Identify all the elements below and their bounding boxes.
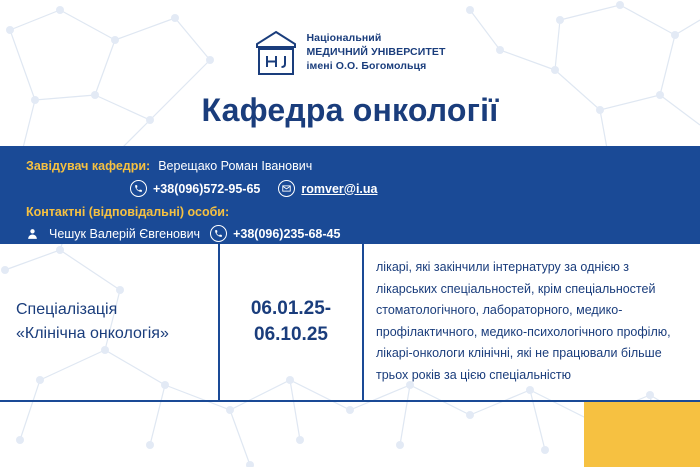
head-of-department-row [0, 146, 700, 173]
head-label: Завідувач кафедри: [26, 159, 151, 173]
decorative-yellow-block [584, 401, 700, 467]
date-end: 06.10.25 [254, 323, 328, 345]
poster-header [0, 0, 700, 146]
person-icon [26, 227, 39, 241]
description-cell [364, 242, 700, 401]
responsible-phone[interactable] [210, 225, 340, 242]
university-name [306, 32, 445, 74]
head-name: Верещако Роман Іванович [158, 159, 313, 173]
head-email[interactable] [278, 180, 377, 197]
table-top-divider [0, 242, 700, 244]
date-start: 06.01.25- [250, 297, 332, 319]
page-title: Кафедра онкології [201, 92, 499, 128]
head-phone[interactable] [130, 180, 260, 197]
dates-cell [218, 242, 364, 401]
specialization-text [16, 298, 169, 346]
university-emblem-icon [254, 30, 298, 76]
specialization-name: «Клінічна онкологія» [16, 324, 169, 342]
mail-icon [278, 180, 295, 197]
head-contacts-row [0, 173, 700, 197]
university-name-line-2: МЕДИЧНИЙ УНІВЕРСИТЕТ [306, 46, 446, 59]
contact-band [0, 146, 700, 242]
university-name-line-3: імені О.О. Богомольця [306, 59, 427, 72]
head-email-text: romver@i.ua [301, 181, 378, 196]
university-logo-row [0, 0, 700, 76]
responsible-label: Контактні (відповідальні) особи: [26, 205, 230, 219]
responsible-name: Чешук Валерій Євгенович [49, 226, 201, 241]
specialization-label: Спеціалізація [16, 300, 118, 318]
responsible-phone-text: +38(096)235-68-45 [233, 226, 341, 241]
responsible-label-row [0, 197, 700, 219]
dates-text [251, 296, 331, 347]
table-bottom-divider [0, 400, 700, 402]
description-text: лікарі, які закінчили інтернатуру за однією з лікарських спеціальностей, крім спеціальностей стоматологічного, лабораторного, медико-профілактичного, медико-психологічного профілю, лікарі-онкологи клінічні, які не працювали більше трьох років за цією спеціальністю [376, 260, 671, 382]
specialization-cell [0, 242, 218, 401]
head-phone-text: +38(096)572-95-65 [153, 181, 261, 196]
phone-icon [130, 180, 147, 197]
course-table [0, 242, 700, 401]
phone-icon [210, 225, 227, 242]
responsible-person-row [0, 219, 700, 242]
university-name-line-1: Національний [306, 32, 382, 45]
